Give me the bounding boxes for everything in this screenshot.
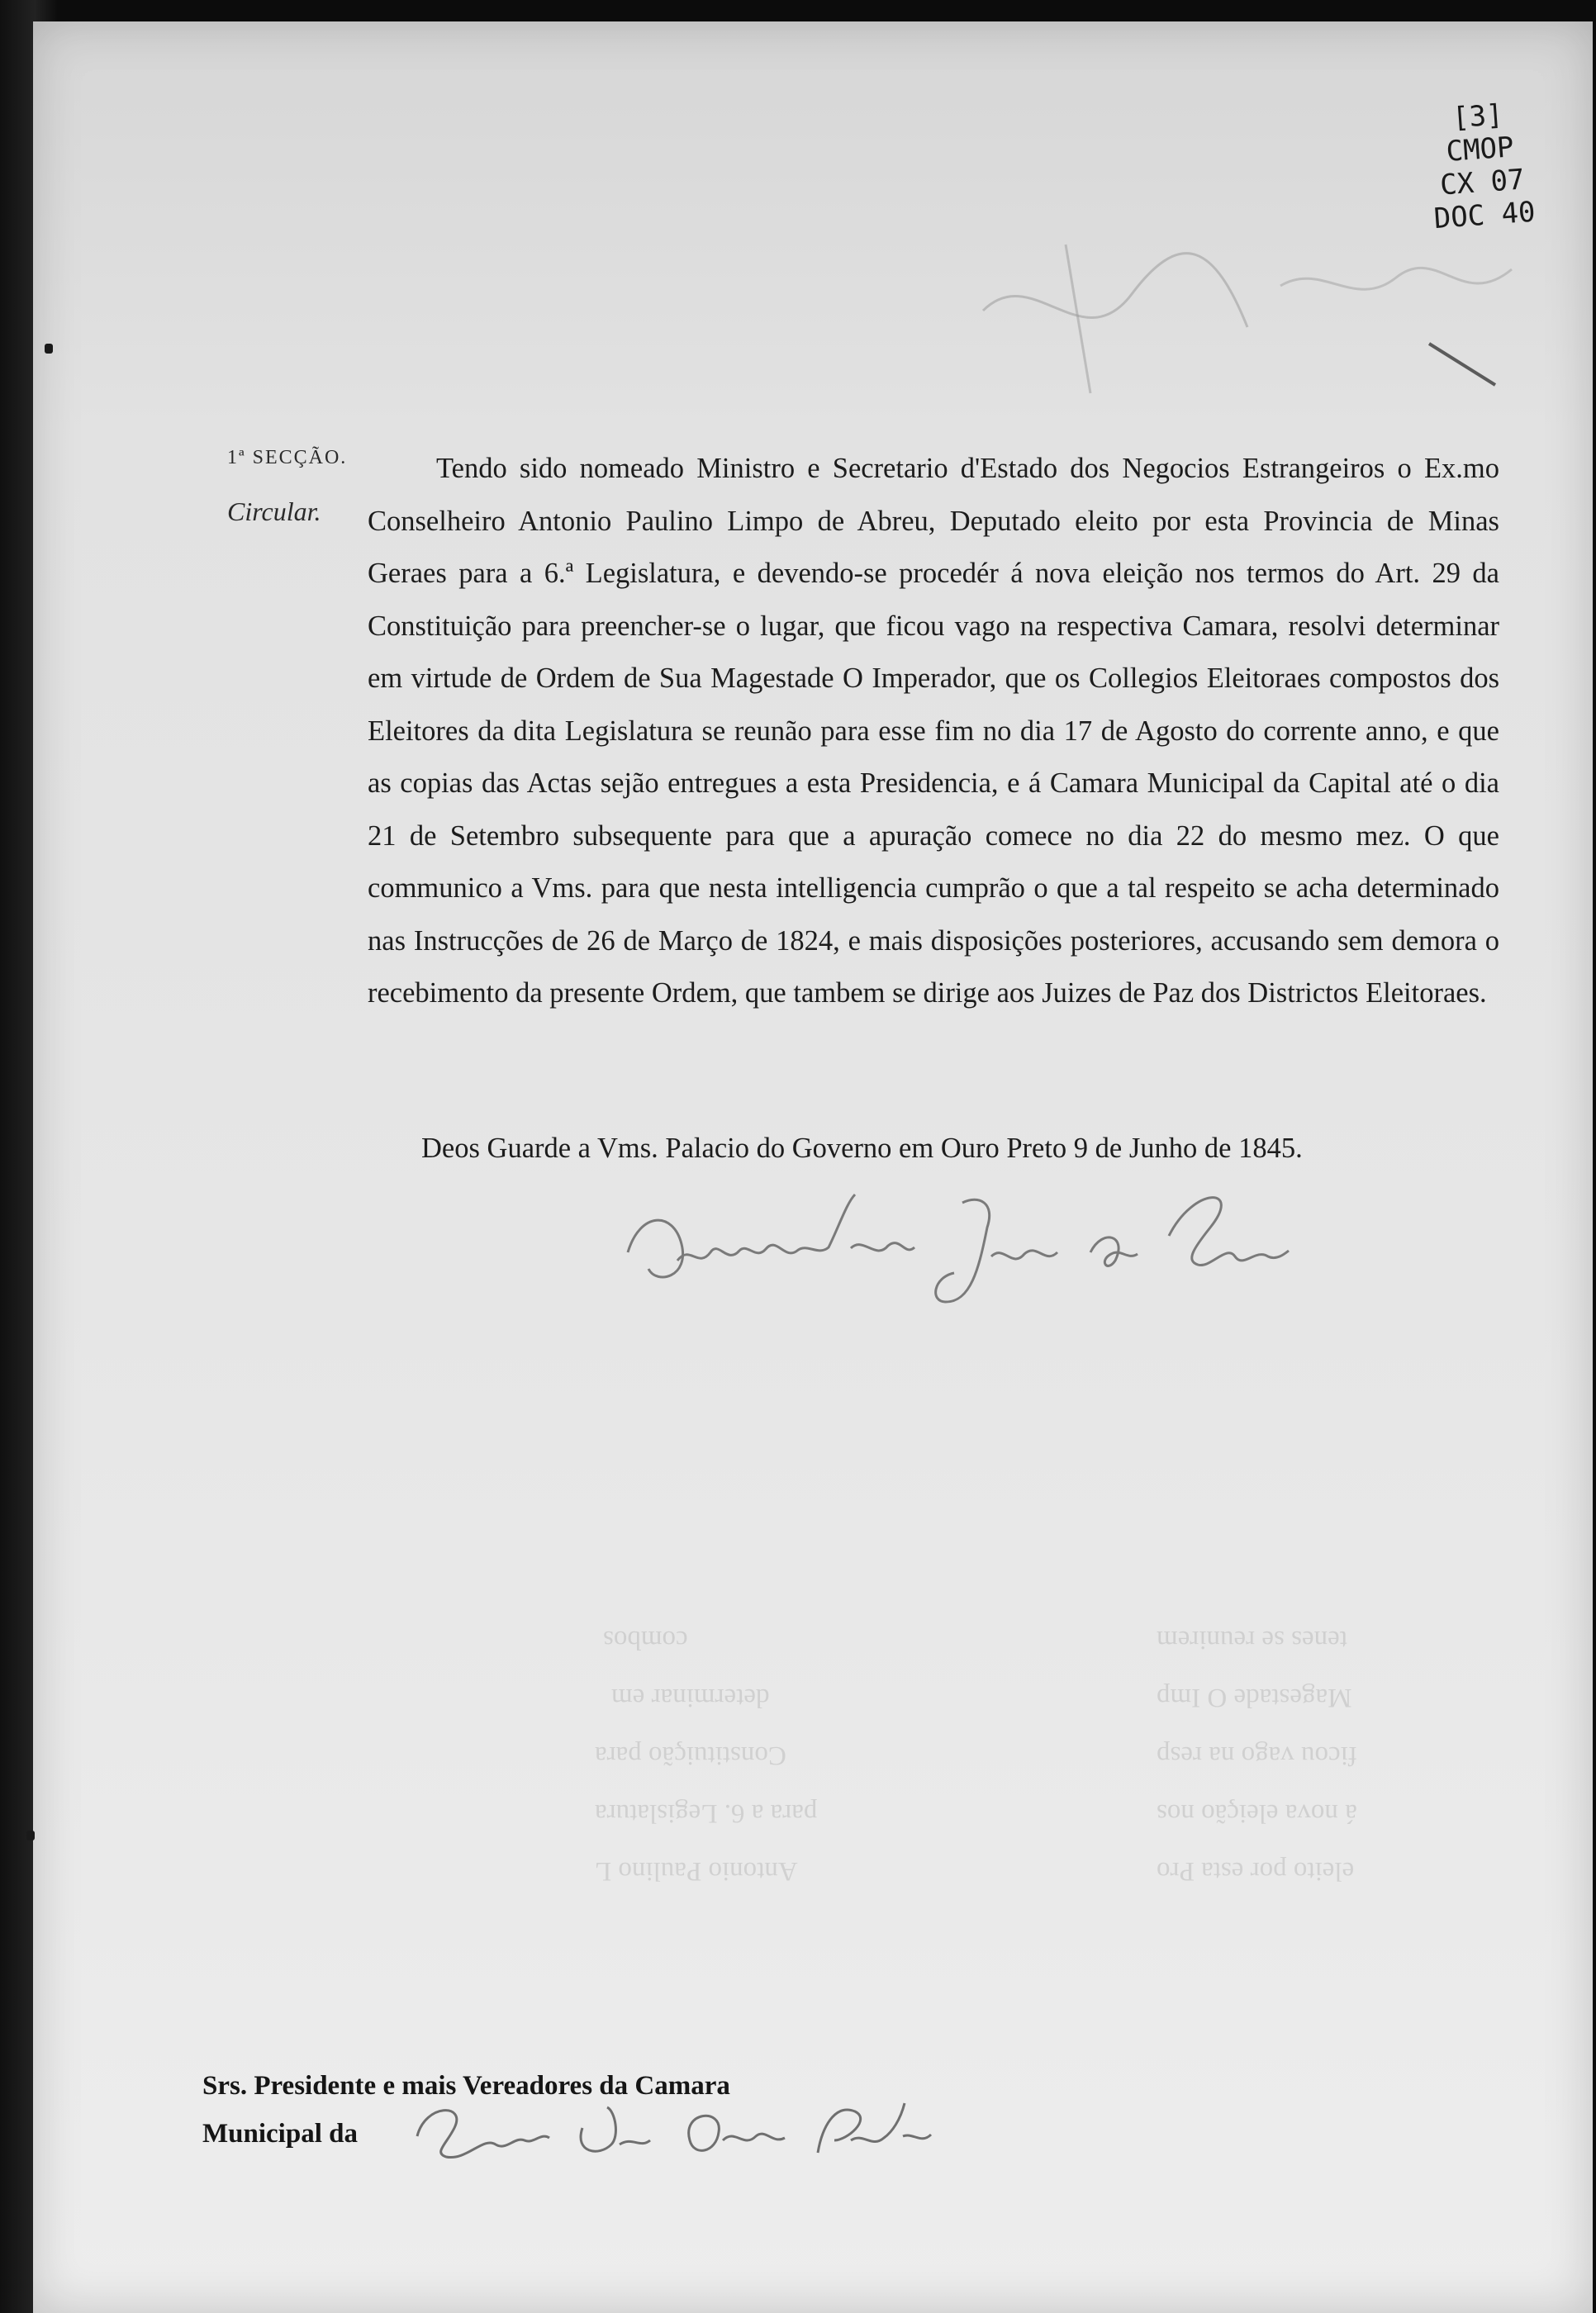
scan-speck (26, 1831, 35, 1840)
bleed-through-text: eleito por esta Pro (1157, 1856, 1355, 1886)
bleed-through-text: Constituição para (595, 1741, 786, 1770)
archive-ref-line: [3] (1451, 98, 1504, 135)
handwritten-city-name (409, 2095, 938, 2169)
faint-handwritten-marks (967, 211, 1545, 426)
addressee-line-2: Municipal da (202, 2119, 358, 2149)
archive-ref-line: CX 07 (1438, 163, 1526, 202)
bleed-through-text: Antonio Paulino L (595, 1856, 798, 1886)
bleed-through-text: á nova eleição nos (1157, 1798, 1357, 1828)
bleed-through-text: tenes se reunirem (1157, 1625, 1347, 1655)
document-page (33, 21, 1593, 2313)
margin-circular-label: Circular. (227, 496, 321, 526)
bleed-through-text: determinar em (611, 1683, 770, 1712)
bleed-through-text: para a 6. Legislatura (595, 1798, 818, 1828)
scan-speck (45, 344, 53, 354)
margin-section-label: 1ª SECÇÃO. (227, 447, 348, 468)
bleed-through-text: combos (603, 1625, 688, 1655)
bleed-through-text: ficou vago na resp (1157, 1741, 1357, 1770)
bleed-through-text: Magestade O Imp (1157, 1683, 1352, 1712)
archive-ref-line: CMOP (1445, 131, 1515, 169)
archive-ref-line: DOC 40 (1432, 195, 1537, 236)
handwritten-signature (615, 1178, 1293, 1310)
circular-body-text: Tendo sido nomeado Ministro e Secretario d'Estado dos Negocios Estrangeiros o Ex.mo Conselheiro Antonio Paulino Limpo de Abreu, Deputado eleito por esta Provincia de Minas Geraes para a 6.ª Legislatura, e devendo-se procedér á nova eleição nos termos do Art. 29 da Constituição para preencher-se o lugar, que ficou vago na respectiva Camara, resolvi determinar em virtude de Ordem de Sua Magestade O Imperador, que os Collegios Eleitoraes compostos dos Eleitores da dita Legislatura se reunão para esse fim no dia 17 de Agosto do corrente anno, e que as copias das Actas sejão entregues a esta Presidencia, e á Camara Municipal da Capital até o dia 21 de Setembro subsequente para que a apuração comece no dia 22 do mesmo mez. O que communico a Vms. para que nesta intelligencia cumprão o que a tal respeito se acha determinado nas Instrucções de 26 de Março de 1824, e mais disposições posteriores, accusando sem demora o recebimento da presente Ordem, que tambem se dirige aos Juizes de Paz dos Districtos Eleitoraes. (368, 453, 1499, 1009)
closing-line: Deos Guarde a Vms. Palacio do Governo em Ouro Preto 9 de Junho de 1845. (421, 1133, 1303, 1164)
addressee-line-1: Srs. Presidente e mais Vereadores da Camara (202, 2071, 730, 2101)
